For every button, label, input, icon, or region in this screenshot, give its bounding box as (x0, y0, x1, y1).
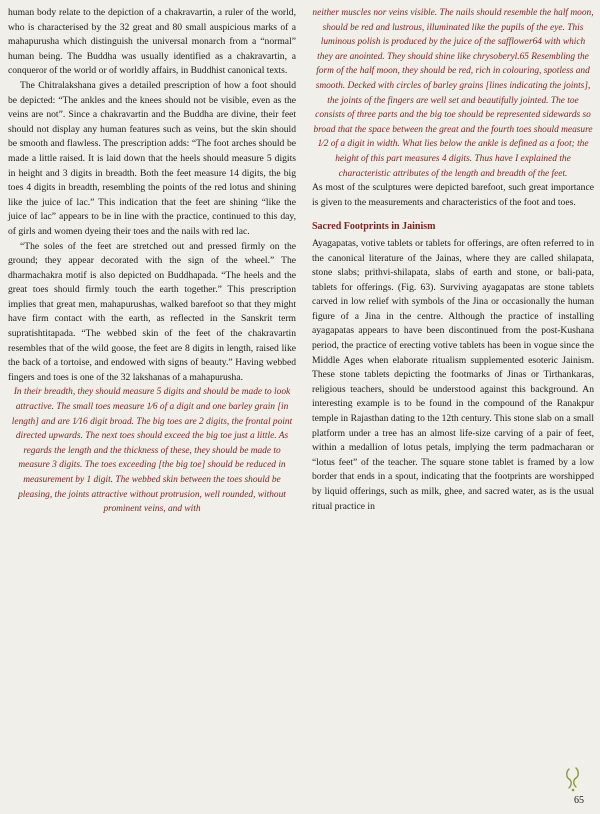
paragraph-barefoot: As most of the sculptures were depicted barefoot, such great importance is given to the measurements and characteristics of the foot and toes. (312, 182, 594, 208)
paragraph-chitralakshana: The Chitralakshana gives a detailed prescription of how a foot should be depicted: “The ankles and the knees should not be visible, even as the veins are not”. Since a chakravartin and the Buddha are divine, their feet should not display any human features such as veins, but the skin should be smooth and flawless. The prescription adds: “The foot arches should be made a little raised. It is laid down that the heels should measure 5 digits in height and 3 digits in breadth. Both the feet measure 14 digits, the big toes 4 digits in breadth, resembling the points of the red lotus and shining like the juice of lac.” This indication that the feet are shining “like the juice of lac” appears to be in line with the practice, continued to this day, of girls and women dyeing their toes and the nails with red lac. (8, 79, 296, 237)
paragraph-ayagapatas: Ayagapatas, votive tablets or tablets for offerings, are often referred to in the canonical literature of the Jainas, where they are called shilapata, stone slabs; prithvi-shilapata, slabs of earth and stone, or bali-pata, tablets for offerings. (Fig. 63). Surviving ayagapatas are stone tablets carved in low relief with symbols of the Jina or occasionally the human figure of a Jina in the centre. Although the practice of installing ayagapatas appears to have been discontinued from the post-Kushana period, the practice of erecting votive tablets has been in vogue since the Middle Ages when elaborate ritualism supplemented esoteric Jainism. These stone tablets depicting the footmarks of Jinas or Tirthankaras, religious teachers, should be understood against this background. An interesting example is to be found in the compound of the Ranakpur temple in Rajasthan dating to the 12th century. This stone slab on a small platform under a tree has an almost life-size carving of a pair of feet, within a medallion of lotus petals, implying the term padmacharan or “lotus feet” of the teacher. The square stone tablet is framed by a low border that ends in a spout, indicating that the footprints are worshipped by liquid offerings, such as milk, ghee, and sacred water, as is the usual ritual practice in (312, 237, 594, 512)
right-column (312, 6, 594, 514)
paragraph-chakravartin-intro: human body relate to the depiction of a chakravartin, a ruler of the world, who is characterised by the 32 great and 80 small auspicious marks of a mahapurusha which distinguish the universal monarch from a “normal” human being. The Buddha was usually identified as a chakravartin, a conqueror of the world or of worldly affairs, in Buddhist canonical texts. (8, 7, 296, 77)
quote-block-left: In their breadth, they should measure 5 digits and should be made to look attractive. The small toes measure 1⁄6 of a digit and one barley grain [in length] and are 1⁄16 digit broad. The big toes are 2 digits, the frontal point directed upwards. The next toes should exceed the big toe just a little. As regards the length and the thickness of these, they should be made to measure 3 digits. The toes exceeding [the big toe] should be reduced in measurement by 1 digit. The webbed skin between the toes should be pleasing, the joints attractive without protrusion, well rounded, without prominent veins, and with (11, 387, 293, 515)
left-column (8, 6, 296, 517)
quote-block-right: neither muscles nor veins visible. The nails should resemble the half moon, should be red and lustrous, illuminated like the pupils of the eye. This luminous polish is produced by the juice of the safflower64 with which they are anointed. They should shine like chrysoberyl.65 Resembling the form of the half moon, they should be red, rich in colouring, spotless and smooth. Decked with circles of barley grains [lines indicating the joints], the joints of the fingers are well set and beautifully jointed. The toe consists of three parts and the big toe should be represented sidewards so broad that the space between the great and the fourth toes should measure 1⁄2 of a digit in width. What lies below the ankle is defined as a foot; the height of this part measures 4 digits. Thus have I explained the characteristic attributes of the length and breadth of the feet. (312, 8, 594, 179)
paragraph-soles: “The soles of the feet are stretched out and pressed firmly on the ground; they appear decorated with the sign of the wheel.” The dharmachakra motif is also depicted on Buddhapada. “The heels and the great toes should firmly touch the earth together.” This prescription implies that great men, mahapurushas, walked barefoot so that they might have firm contact with the earth, as reflected in the Sanskrit term supratishtitapada. “The webbed skin of the feet of the chakravartin resembles that of the wild goose, the feet are 8 digits in length, raised like the back of a tortoise, and endowed with signs of beauty.” Having webbed fingers and toes is one of the 32 lakshanas of a mahapurusha. (8, 240, 296, 383)
footprint-ornament-icon (564, 766, 582, 792)
page-number: 65 (574, 795, 584, 806)
section-heading: Sacred Footprints in Jainism (312, 221, 436, 233)
